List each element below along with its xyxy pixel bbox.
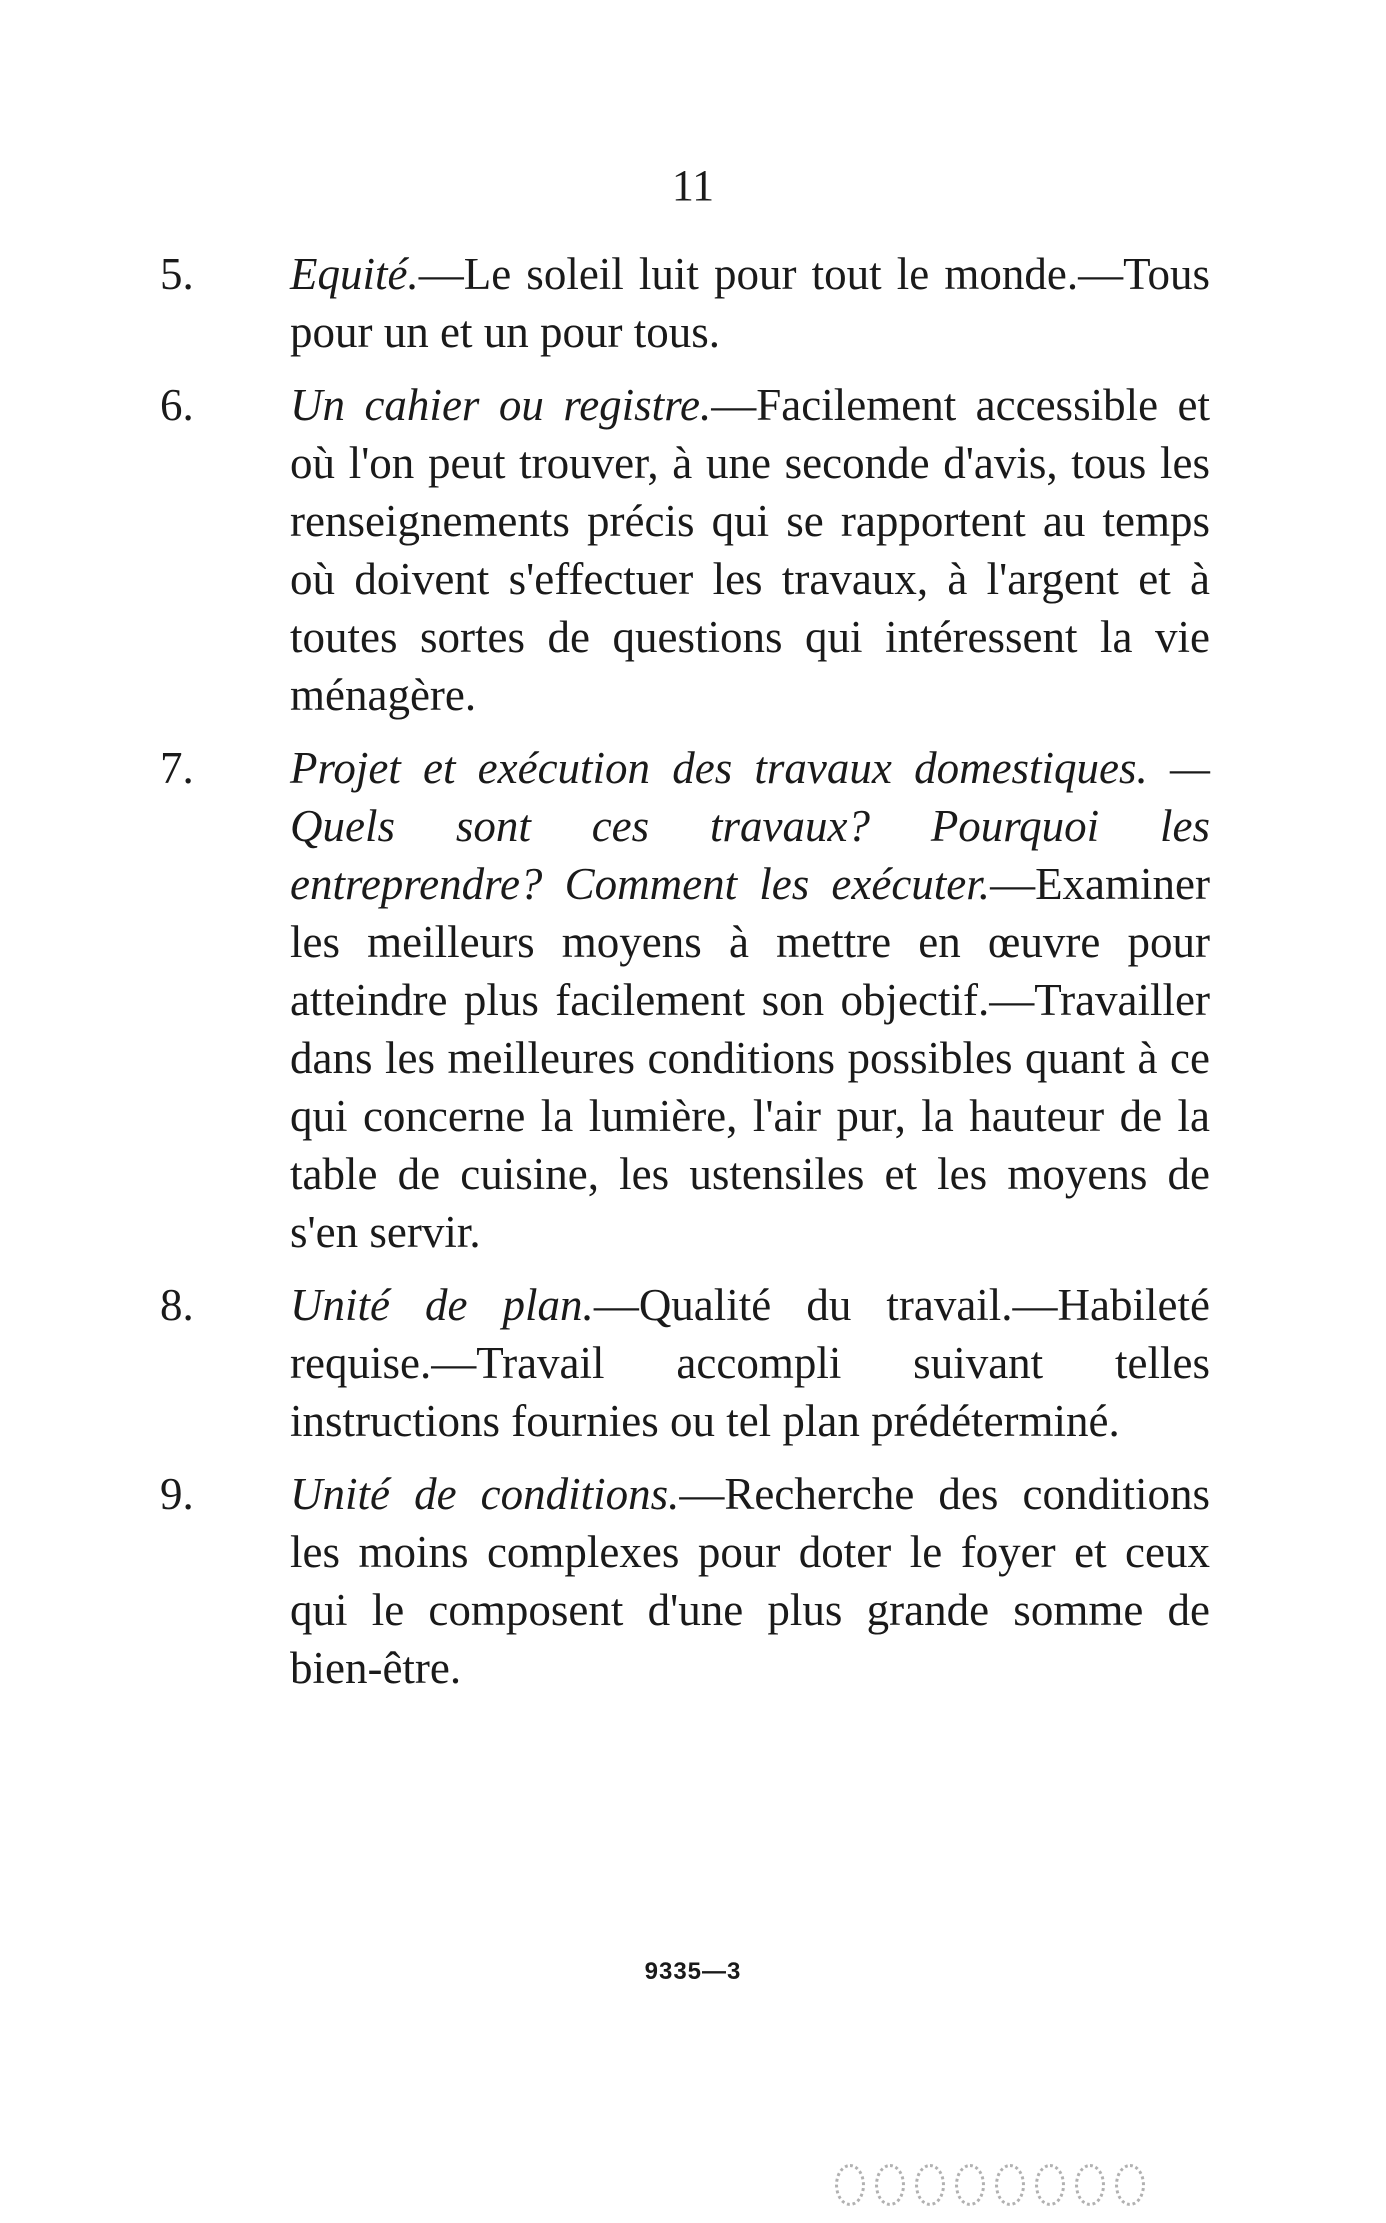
item-number: 9. — [160, 1469, 194, 1519]
item-number: 7. — [160, 743, 194, 793]
item-number: 8. — [160, 1280, 194, 1330]
item-list — [160, 245, 1210, 1712]
stamp-mark — [835, 2164, 865, 2206]
item-heading: Unité de conditions. — [290, 1469, 680, 1519]
item-heading: Un cahier ou registre. — [290, 380, 712, 430]
list-item — [160, 245, 1210, 361]
stamp-mark — [1035, 2164, 1065, 2206]
item-text: —Le soleil luit pour tout le monde.—Tous pour un et un pour tous. — [290, 249, 1210, 357]
stamp-mark — [1075, 2164, 1105, 2206]
list-item — [160, 1276, 1210, 1450]
item-text: —Recherche des conditions les moins complexes pour doter le foyer et ceux qui le composent d'une plus grande somme de bien-être. — [290, 1469, 1210, 1693]
item-heading: Equité. — [290, 249, 419, 299]
list-item — [160, 1465, 1210, 1697]
stamp-mark — [915, 2164, 945, 2206]
list-item — [160, 376, 1210, 724]
stamp-mark — [995, 2164, 1025, 2206]
library-stamp — [835, 2160, 1205, 2210]
stamp-mark — [875, 2164, 905, 2206]
item-text: —Qualité du travail.—Habileté requise.—Travail accompli suivant telles instructions fournies ou tel plan prédéterminé. — [290, 1280, 1210, 1446]
item-number: 5. — [160, 249, 194, 299]
list-item — [160, 739, 1210, 1261]
item-text: —Facilement accessible et où l'on peut trouver, à une seconde d'avis, tous les renseignements précis qui se rapportent au temps où doivent s'effectuer les travaux, à l'argent et à toutes sortes de questions qui intéressent la vie ménagère. — [290, 380, 1210, 720]
page-number: 11 — [671, 161, 715, 210]
stamp-mark — [955, 2164, 985, 2206]
printer-signature: 9335—3 — [644, 1958, 742, 1985]
item-heading: Projet et exécution des travaux domestiques. —Quels sont ces travaux? Pourquoi les entreprendre? Comment les exécuter. — [290, 743, 1210, 909]
item-number: 6. — [160, 380, 194, 430]
stamp-mark — [1115, 2164, 1145, 2206]
item-heading: Unité de plan. — [290, 1280, 594, 1330]
item-text: —Examiner les meilleurs moyens à mettre en œuvre pour atteindre plus facilement son objectif.—Travailler dans les meilleures conditions possibles quant à ce qui concerne la lumière, l'air pur, la hauteur de la table de cuisine, les ustensiles et les moyens de s'en servir. — [290, 859, 1210, 1257]
